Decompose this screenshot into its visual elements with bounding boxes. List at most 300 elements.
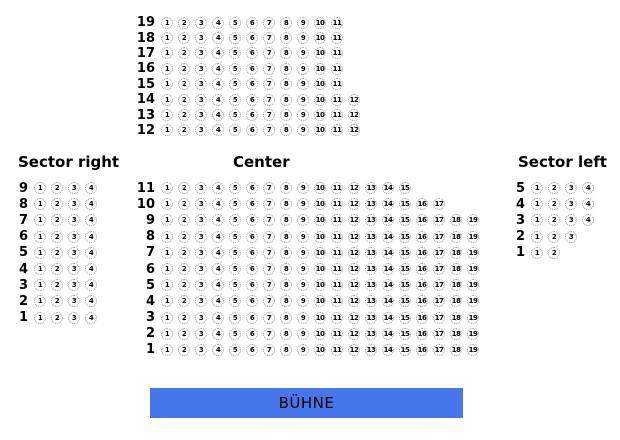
seat[interactable]: 8 [280, 231, 292, 243]
seat[interactable]: 17 [434, 281, 444, 290]
seat[interactable]: 2 [51, 231, 63, 243]
seat[interactable]: 6 [246, 94, 258, 106]
seat[interactable]: 10 [315, 111, 325, 120]
seat[interactable]: 13 [366, 329, 376, 338]
seat[interactable]: 1 [161, 47, 173, 59]
seat[interactable]: 4 [212, 124, 224, 136]
seat[interactable]: 7 [263, 312, 275, 324]
seat[interactable]: 5 [229, 32, 241, 44]
seat[interactable]: 1 [34, 198, 46, 210]
seat[interactable]: 7 [263, 47, 275, 59]
seat[interactable]: 1 [161, 328, 173, 340]
seat[interactable]: 16 [417, 232, 427, 241]
seat[interactable]: 4 [212, 312, 224, 324]
seat[interactable]: 1 [161, 198, 173, 210]
seat[interactable]: 10 [315, 281, 325, 290]
seat[interactable]: 16 [417, 248, 427, 257]
seat[interactable]: 13 [366, 232, 376, 241]
seat[interactable]: 8 [280, 109, 292, 121]
seat[interactable]: 5 [229, 231, 241, 243]
seat[interactable]: 4 [212, 78, 224, 90]
seat[interactable]: 9 [297, 279, 309, 291]
seat[interactable]: 8 [280, 182, 292, 194]
seat[interactable]: 15 [400, 184, 410, 193]
seat[interactable]: 1 [34, 214, 46, 226]
seat[interactable]: 2 [548, 182, 560, 194]
seat[interactable]: 19 [468, 232, 478, 241]
seat[interactable]: 7 [263, 94, 275, 106]
seat[interactable]: 11 [332, 313, 342, 322]
seat[interactable]: 3 [195, 279, 207, 291]
seat[interactable]: 8 [280, 124, 292, 136]
seat[interactable]: 3 [195, 47, 207, 59]
seat[interactable]: 4 [85, 295, 97, 307]
seat[interactable]: 2 [178, 182, 190, 194]
seat[interactable]: 10 [315, 345, 325, 354]
seat[interactable]: 3 [68, 312, 80, 324]
seat[interactable]: 4 [85, 263, 97, 275]
seat[interactable]: 17 [434, 297, 444, 306]
seat[interactable]: 11 [332, 216, 342, 225]
seat[interactable]: 16 [417, 216, 427, 225]
seat[interactable]: 8 [280, 17, 292, 29]
seat[interactable]: 1 [34, 231, 46, 243]
seat[interactable]: 10 [315, 34, 325, 43]
seat[interactable]: 1 [161, 263, 173, 275]
seat[interactable]: 11 [332, 200, 342, 209]
seat[interactable]: 3 [195, 295, 207, 307]
seat[interactable]: 3 [565, 198, 577, 210]
seat[interactable]: 10 [315, 18, 325, 27]
seat[interactable]: 4 [212, 198, 224, 210]
seat[interactable]: 16 [417, 329, 427, 338]
seat[interactable]: 9 [297, 94, 309, 106]
seat[interactable]: 2 [178, 312, 190, 324]
seat[interactable]: 14 [383, 297, 393, 306]
seat[interactable]: 7 [263, 214, 275, 226]
seat[interactable]: 1 [531, 214, 543, 226]
seat[interactable]: 12 [349, 313, 359, 322]
seat[interactable]: 7 [263, 109, 275, 121]
seat[interactable]: 2 [51, 263, 63, 275]
seat[interactable]: 10 [315, 49, 325, 58]
seat[interactable]: 10 [315, 95, 325, 104]
seat[interactable]: 1 [34, 182, 46, 194]
seat[interactable]: 13 [366, 248, 376, 257]
seat[interactable]: 6 [246, 295, 258, 307]
seat[interactable]: 2 [178, 295, 190, 307]
seat[interactable]: 12 [349, 216, 359, 225]
seat[interactable]: 7 [263, 247, 275, 259]
seat[interactable]: 12 [349, 345, 359, 354]
seat[interactable]: 15 [400, 265, 410, 274]
seat[interactable]: 18 [451, 216, 461, 225]
seat[interactable]: 9 [297, 109, 309, 121]
seat[interactable]: 16 [417, 281, 427, 290]
seat[interactable]: 2 [51, 247, 63, 259]
seat[interactable]: 18 [451, 281, 461, 290]
seat[interactable]: 4 [212, 94, 224, 106]
seat[interactable]: 12 [349, 126, 359, 135]
seat[interactable]: 2 [178, 279, 190, 291]
seat[interactable]: 4 [212, 344, 224, 356]
seat[interactable]: 11 [332, 18, 342, 27]
seat[interactable]: 11 [332, 126, 342, 135]
seat[interactable]: 5 [229, 109, 241, 121]
seat[interactable]: 2 [178, 231, 190, 243]
seat[interactable]: 18 [451, 313, 461, 322]
seat[interactable]: 2 [548, 214, 560, 226]
seat[interactable]: 3 [68, 295, 80, 307]
seat[interactable]: 2 [178, 78, 190, 90]
seat[interactable]: 2 [51, 279, 63, 291]
seat[interactable]: 13 [366, 265, 376, 274]
seat[interactable]: 4 [85, 214, 97, 226]
seat[interactable]: 18 [451, 265, 461, 274]
seat[interactable]: 10 [315, 265, 325, 274]
seat[interactable]: 16 [417, 265, 427, 274]
seat[interactable]: 6 [246, 78, 258, 90]
seat[interactable]: 5 [229, 78, 241, 90]
seat[interactable]: 19 [468, 265, 478, 274]
seat[interactable]: 2 [178, 247, 190, 259]
seat[interactable]: 5 [229, 47, 241, 59]
seat[interactable]: 6 [246, 312, 258, 324]
seat[interactable]: 9 [297, 344, 309, 356]
seat[interactable]: 9 [297, 17, 309, 29]
seat[interactable]: 4 [212, 328, 224, 340]
seat[interactable]: 4 [212, 32, 224, 44]
seat[interactable]: 13 [366, 184, 376, 193]
seat[interactable]: 11 [332, 49, 342, 58]
seat[interactable]: 4 [212, 214, 224, 226]
seat[interactable]: 5 [229, 214, 241, 226]
seat[interactable]: 12 [349, 95, 359, 104]
seat[interactable]: 2 [178, 47, 190, 59]
seat[interactable]: 1 [161, 32, 173, 44]
seat[interactable]: 7 [263, 279, 275, 291]
seat[interactable]: 9 [297, 231, 309, 243]
seat[interactable]: 1 [161, 247, 173, 259]
seat[interactable]: 4 [85, 247, 97, 259]
seat[interactable]: 9 [297, 328, 309, 340]
seat[interactable]: 12 [349, 232, 359, 241]
seat[interactable]: 12 [349, 281, 359, 290]
seat[interactable]: 9 [297, 47, 309, 59]
seat[interactable]: 6 [246, 182, 258, 194]
seat[interactable]: 9 [297, 263, 309, 275]
seat[interactable]: 9 [297, 78, 309, 90]
seat[interactable]: 8 [280, 63, 292, 75]
seat[interactable]: 10 [315, 329, 325, 338]
seat[interactable]: 5 [229, 182, 241, 194]
seat[interactable]: 14 [383, 248, 393, 257]
seat[interactable]: 3 [68, 231, 80, 243]
seat[interactable]: 2 [178, 32, 190, 44]
seat[interactable]: 17 [434, 216, 444, 225]
seat[interactable]: 4 [212, 63, 224, 75]
seat[interactable]: 5 [229, 94, 241, 106]
seat[interactable]: 18 [451, 329, 461, 338]
seat[interactable]: 16 [417, 345, 427, 354]
seat[interactable]: 8 [280, 214, 292, 226]
seat[interactable]: 2 [178, 328, 190, 340]
seat[interactable]: 8 [280, 198, 292, 210]
seat[interactable]: 18 [451, 232, 461, 241]
seat[interactable]: 8 [280, 47, 292, 59]
seat[interactable]: 12 [349, 265, 359, 274]
seat[interactable]: 1 [161, 63, 173, 75]
seat[interactable]: 3 [195, 312, 207, 324]
seat[interactable]: 17 [434, 329, 444, 338]
seat[interactable]: 6 [246, 263, 258, 275]
seat[interactable]: 4 [85, 198, 97, 210]
seat[interactable]: 8 [280, 263, 292, 275]
seat[interactable]: 7 [263, 198, 275, 210]
seat[interactable]: 2 [548, 231, 560, 243]
seat[interactable]: 3 [195, 63, 207, 75]
seat[interactable]: 15 [400, 232, 410, 241]
seat[interactable]: 7 [263, 295, 275, 307]
seat[interactable]: 10 [315, 64, 325, 73]
seat[interactable]: 8 [280, 312, 292, 324]
seat[interactable]: 6 [246, 344, 258, 356]
seat[interactable]: 10 [315, 297, 325, 306]
seat[interactable]: 4 [582, 198, 594, 210]
seat[interactable]: 8 [280, 78, 292, 90]
seat[interactable]: 10 [315, 200, 325, 209]
seat[interactable]: 14 [383, 232, 393, 241]
seat[interactable]: 2 [548, 198, 560, 210]
seat[interactable]: 15 [400, 345, 410, 354]
seat[interactable]: 18 [451, 297, 461, 306]
seat[interactable]: 4 [85, 182, 97, 194]
seat[interactable]: 5 [229, 124, 241, 136]
seat[interactable]: 7 [263, 182, 275, 194]
seat[interactable]: 4 [212, 231, 224, 243]
seat[interactable]: 15 [400, 281, 410, 290]
seat[interactable]: 2 [178, 214, 190, 226]
seat[interactable]: 4 [212, 295, 224, 307]
seat[interactable]: 6 [246, 214, 258, 226]
seat[interactable]: 2 [548, 247, 560, 259]
seat[interactable]: 19 [468, 216, 478, 225]
seat[interactable]: 17 [434, 232, 444, 241]
seat[interactable]: 6 [246, 109, 258, 121]
seat[interactable]: 10 [315, 232, 325, 241]
seat[interactable]: 10 [315, 216, 325, 225]
seat[interactable]: 8 [280, 247, 292, 259]
seat[interactable]: 13 [366, 200, 376, 209]
seat[interactable]: 7 [263, 328, 275, 340]
seat[interactable]: 2 [178, 94, 190, 106]
seat[interactable]: 3 [195, 214, 207, 226]
seat[interactable]: 1 [34, 295, 46, 307]
seat[interactable]: 13 [366, 345, 376, 354]
seat[interactable]: 3 [565, 231, 577, 243]
seat[interactable]: 14 [383, 345, 393, 354]
seat[interactable]: 3 [195, 247, 207, 259]
seat[interactable]: 11 [332, 345, 342, 354]
seat[interactable]: 1 [161, 124, 173, 136]
seat[interactable]: 17 [434, 248, 444, 257]
seat[interactable]: 1 [161, 295, 173, 307]
seat[interactable]: 7 [263, 124, 275, 136]
seat[interactable]: 19 [468, 329, 478, 338]
seat[interactable]: 14 [383, 329, 393, 338]
seat[interactable]: 3 [68, 198, 80, 210]
seat[interactable]: 3 [565, 182, 577, 194]
seat[interactable]: 13 [366, 297, 376, 306]
seat[interactable]: 4 [212, 17, 224, 29]
seat[interactable]: 9 [297, 124, 309, 136]
seat[interactable]: 17 [434, 200, 444, 209]
seat[interactable]: 1 [161, 344, 173, 356]
seat[interactable]: 16 [417, 297, 427, 306]
seat[interactable]: 4 [212, 263, 224, 275]
seat[interactable]: 12 [349, 329, 359, 338]
seat[interactable]: 13 [366, 216, 376, 225]
seat[interactable]: 6 [246, 124, 258, 136]
seat[interactable]: 3 [565, 214, 577, 226]
seat[interactable]: 1 [161, 78, 173, 90]
seat[interactable]: 11 [332, 64, 342, 73]
seat[interactable]: 3 [195, 198, 207, 210]
seat[interactable]: 4 [85, 279, 97, 291]
seat[interactable]: 5 [229, 344, 241, 356]
seat[interactable]: 1 [161, 279, 173, 291]
seat[interactable]: 5 [229, 328, 241, 340]
seat[interactable]: 15 [400, 216, 410, 225]
seat[interactable]: 4 [85, 312, 97, 324]
seat[interactable]: 2 [51, 312, 63, 324]
seat[interactable]: 1 [531, 247, 543, 259]
seat[interactable]: 5 [229, 263, 241, 275]
seat[interactable]: 10 [315, 126, 325, 135]
seat[interactable]: 11 [332, 80, 342, 89]
seat[interactable]: 18 [451, 345, 461, 354]
seat[interactable]: 14 [383, 216, 393, 225]
seat[interactable]: 1 [531, 182, 543, 194]
seat[interactable]: 12 [349, 248, 359, 257]
seat[interactable]: 7 [263, 344, 275, 356]
seat[interactable]: 6 [246, 63, 258, 75]
seat[interactable]: 11 [332, 95, 342, 104]
seat[interactable]: 4 [85, 231, 97, 243]
seat[interactable]: 13 [366, 281, 376, 290]
seat[interactable]: 11 [332, 281, 342, 290]
seat[interactable]: 6 [246, 32, 258, 44]
seat[interactable]: 2 [178, 17, 190, 29]
seat[interactable]: 11 [332, 232, 342, 241]
seat[interactable]: 9 [297, 295, 309, 307]
seat[interactable]: 5 [229, 247, 241, 259]
seat[interactable]: 7 [263, 263, 275, 275]
seat[interactable]: 1 [531, 198, 543, 210]
seat[interactable]: 15 [400, 200, 410, 209]
seat[interactable]: 16 [417, 200, 427, 209]
seat[interactable]: 3 [195, 78, 207, 90]
seat[interactable]: 11 [332, 329, 342, 338]
seat[interactable]: 14 [383, 281, 393, 290]
seat[interactable]: 4 [582, 214, 594, 226]
seat[interactable]: 8 [280, 32, 292, 44]
seat[interactable]: 13 [366, 313, 376, 322]
seat[interactable]: 1 [34, 263, 46, 275]
seat[interactable]: 5 [229, 279, 241, 291]
seat[interactable]: 5 [229, 295, 241, 307]
seat[interactable]: 11 [332, 265, 342, 274]
seat[interactable]: 2 [178, 263, 190, 275]
seat[interactable]: 6 [246, 247, 258, 259]
seat[interactable]: 15 [400, 329, 410, 338]
seat[interactable]: 3 [195, 32, 207, 44]
seat[interactable]: 3 [195, 328, 207, 340]
seat[interactable]: 14 [383, 184, 393, 193]
seat[interactable]: 14 [383, 313, 393, 322]
seat[interactable]: 3 [195, 344, 207, 356]
seat[interactable]: 10 [315, 248, 325, 257]
seat[interactable]: 1 [161, 17, 173, 29]
seat[interactable]: 9 [297, 198, 309, 210]
seat[interactable]: 3 [195, 263, 207, 275]
seat[interactable]: 1 [161, 214, 173, 226]
seat[interactable]: 4 [212, 109, 224, 121]
seat[interactable]: 12 [349, 200, 359, 209]
seat[interactable]: 3 [195, 124, 207, 136]
seat[interactable]: 2 [178, 344, 190, 356]
seat[interactable]: 2 [51, 182, 63, 194]
seat[interactable]: 5 [229, 63, 241, 75]
seat[interactable]: 9 [297, 182, 309, 194]
seat[interactable]: 5 [229, 198, 241, 210]
seat[interactable]: 9 [297, 32, 309, 44]
seat[interactable]: 19 [468, 281, 478, 290]
seat[interactable]: 11 [332, 248, 342, 257]
seat[interactable]: 2 [178, 109, 190, 121]
seat[interactable]: 6 [246, 17, 258, 29]
seat[interactable]: 19 [468, 297, 478, 306]
seat[interactable]: 1 [161, 312, 173, 324]
seat[interactable]: 1 [34, 247, 46, 259]
seat[interactable]: 7 [263, 231, 275, 243]
seat[interactable]: 12 [349, 111, 359, 120]
seat[interactable]: 17 [434, 313, 444, 322]
seat[interactable]: 2 [51, 295, 63, 307]
seat[interactable]: 6 [246, 47, 258, 59]
seat[interactable]: 1 [34, 312, 46, 324]
seat[interactable]: 3 [195, 94, 207, 106]
seat[interactable]: 10 [315, 313, 325, 322]
seat[interactable]: 17 [434, 345, 444, 354]
seat[interactable]: 4 [212, 182, 224, 194]
seat[interactable]: 14 [383, 200, 393, 209]
seat[interactable]: 8 [280, 94, 292, 106]
seat[interactable]: 19 [468, 345, 478, 354]
seat[interactable]: 8 [280, 295, 292, 307]
seat[interactable]: 17 [434, 265, 444, 274]
seat[interactable]: 4 [582, 182, 594, 194]
seat[interactable]: 10 [315, 184, 325, 193]
seat[interactable]: 10 [315, 80, 325, 89]
seat[interactable]: 6 [246, 328, 258, 340]
seat[interactable]: 19 [468, 248, 478, 257]
seat[interactable]: 2 [178, 63, 190, 75]
seat[interactable]: 1 [161, 109, 173, 121]
seat[interactable]: 3 [195, 17, 207, 29]
seat[interactable]: 7 [263, 63, 275, 75]
seat[interactable]: 14 [383, 265, 393, 274]
